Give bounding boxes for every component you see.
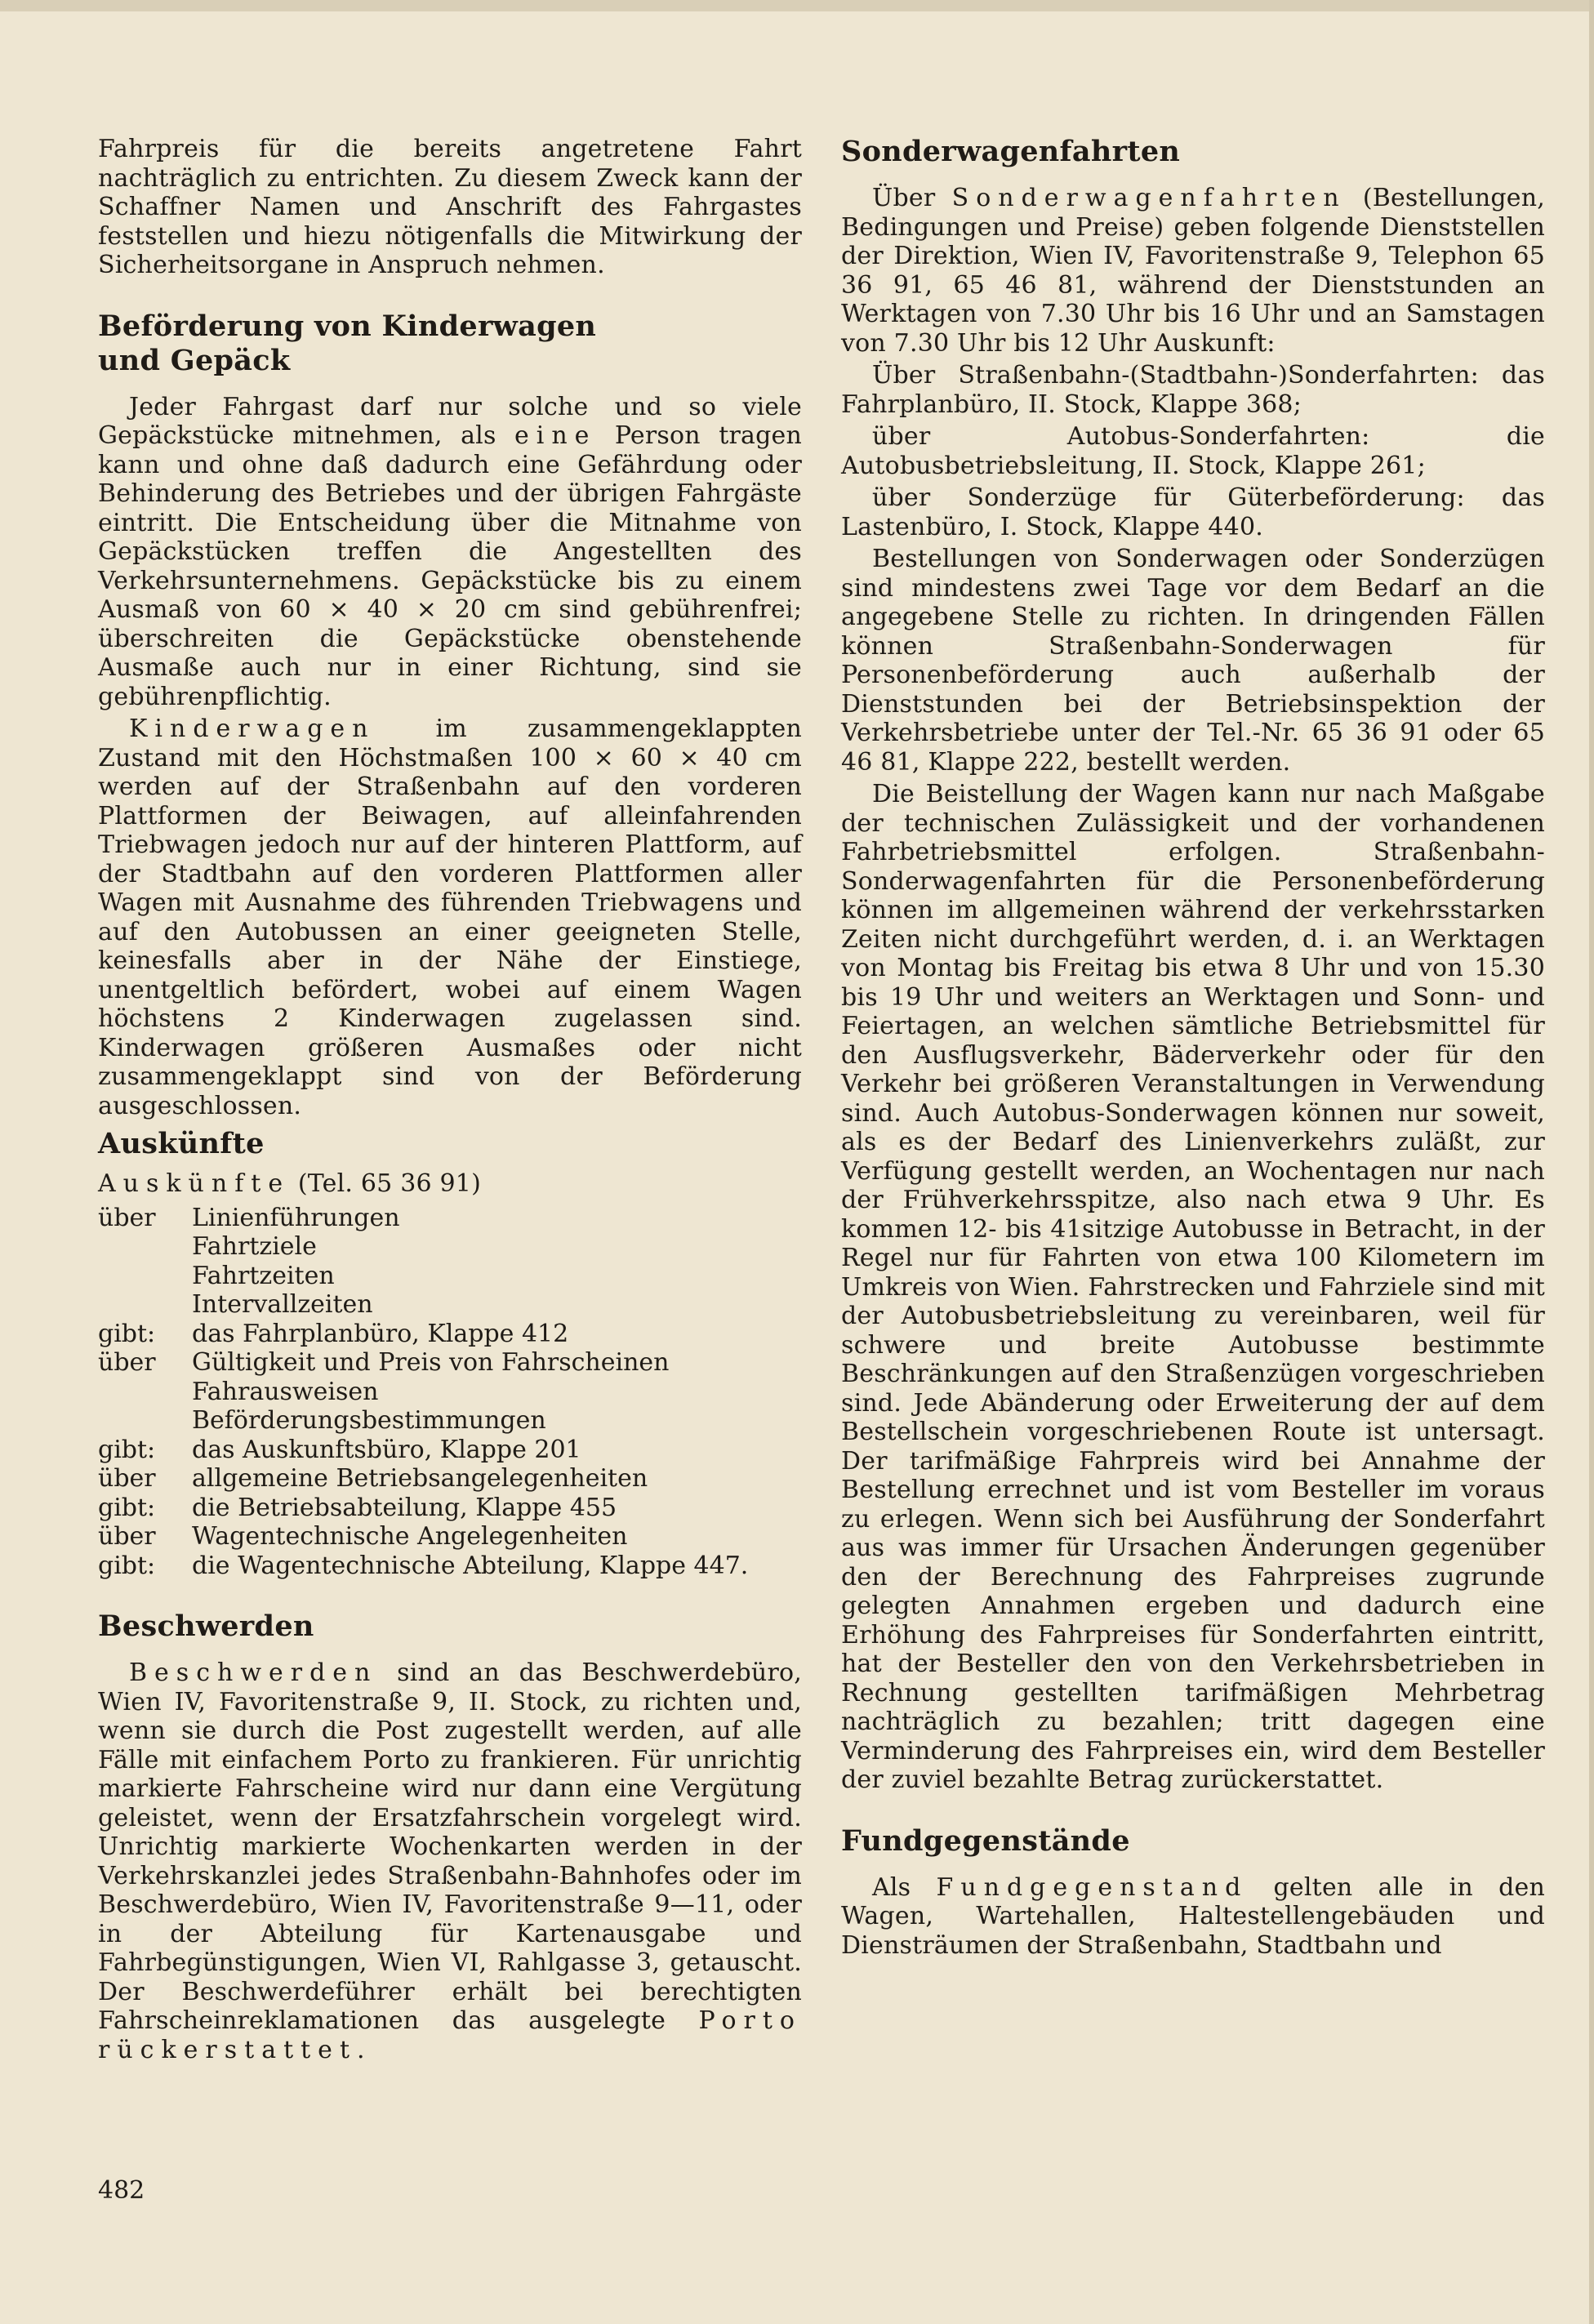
left-column	[98, 135, 802, 2068]
emphasis-text: Kinderwagen	[129, 715, 376, 743]
table-row	[98, 1232, 748, 1262]
table-row	[98, 1522, 748, 1552]
auskuenfte-table	[98, 1204, 748, 1581]
paragraph-text: sind an das Beschwerdebüro, Wien IV, Favoritenstraße 9, II. Stock, zu richten und, wenn sie durch die Post zugestellt werden, auf alle Fälle mit einfachem Porto zu frankieren. Für unrichtig markierte Fahrscheine wird nur dann eine Vergütung geleistet, wenn der Ersatzfahrschein vorgelegt wird. Unrichtig markierte Wochenkarten werden in der Verkehrskanzlei jedes Straßenbahn-Bahnhofes oder im Beschwerdebüro, Wien IV, Favoritenstraße 9—11, oder in der Abteilung für Kartenausgabe und Fahrbegünstigungen, Wien VI, Rahlgasse 3, getauscht. Der Beschwerdeführer erhält bei berechtigten Fahrscheinreklamationen das ausgelegte	[98, 1658, 802, 2035]
row-key: über	[98, 1464, 156, 1493]
row-key: über	[98, 1522, 156, 1551]
paragraph-gepaeck	[98, 393, 802, 712]
row-key: über	[98, 1203, 156, 1232]
table-row	[98, 1436, 748, 1465]
paragraph-text: Über	[872, 184, 936, 212]
table-row	[98, 1348, 748, 1378]
table-row	[98, 1262, 748, 1291]
table-row	[98, 1290, 748, 1320]
row-value: Beförderungsbestimmungen	[192, 1406, 546, 1435]
page-edge-top	[0, 0, 1594, 11]
row-key: gibt:	[98, 1435, 156, 1464]
paragraph-fundgegenstand	[841, 1873, 1545, 1961]
row-key	[98, 1378, 192, 1407]
heading-line-1: Beförderung von Kinderwagen	[98, 309, 597, 343]
row-value: Fahrtziele	[192, 1232, 317, 1261]
paragraph-text: Als	[872, 1872, 911, 1902]
emphasis-text: eine	[514, 421, 597, 450]
row-value: Wagentechnische Angelegenheiten	[192, 1522, 628, 1551]
paragraph-sonderzuege: über Sonderzüge für Güterbeförderung: das Lastenbüro, I. Stock, Klappe 440.	[841, 483, 1545, 541]
row-value: allgemeine Betriebsangelegenheiten	[192, 1464, 648, 1493]
row-value: Gültigkeit und Preis von Fahrscheinen	[192, 1348, 670, 1377]
intro-paragraph: Fahrpreis für die bereits angetretene Fahrt nachträglich zu entrichten. Zu diesem Zweck kann der Schaffner Namen und Anschrift des Fahrgastes feststellen und hiezu nötigenfalls die Mitwirkung der Sicherheitsorgane in Anspruch nehmen.	[98, 135, 802, 279]
row-key: gibt:	[98, 1319, 156, 1348]
row-key	[98, 1262, 192, 1291]
paragraph-text: gelten alle in den Wagen, Wartehallen, Haltestellengebäuden und Diensträumen der Straßenbahn, Stadtbahn und	[841, 1872, 1545, 1960]
page-edge-right	[1589, 0, 1594, 2324]
phone-text: (Tel. 65 36 91)	[297, 1169, 481, 1198]
table-row	[98, 1494, 748, 1523]
row-value: die Wagentechnische Abteilung, Klappe 447.	[192, 1551, 749, 1580]
page-number: 482	[98, 2176, 145, 2205]
emphasis-text: Fundgegenstand	[936, 1872, 1249, 1902]
table-row	[98, 1204, 748, 1233]
row-value: Fahrausweisen	[192, 1377, 379, 1406]
paragraph-text: (Bestellungen, Bedingungen und Preise) geben folgende Dienststellen der Direktion, Wien IV, Favoritenstraße 9, Telephon 65 36 91, 65 46 81, während der Dienststunden an Werktagen von 7.30 Uhr bis 16 Uhr und an Samstagen von 7.30 Uhr bis 12 Uhr Auskunft:	[841, 184, 1545, 358]
row-value: Linienführungen	[192, 1203, 400, 1232]
row-key: über	[98, 1348, 156, 1377]
paragraph-beschwerden	[98, 1658, 802, 2064]
section-heading-beschwerden: Beschwerden	[98, 1609, 314, 1643]
table-row	[98, 1464, 748, 1494]
table-row	[98, 1378, 748, 1407]
emphasis-text: Beschwerden	[129, 1658, 378, 1687]
row-value: Intervallzeiten	[192, 1290, 373, 1319]
paragraph-sonderwagen-intro	[841, 184, 1545, 358]
heading-line-2: und Gepäck	[98, 343, 291, 377]
auskuenfte-lead	[98, 1169, 802, 1199]
row-value: das Fahrplanbüro, Klappe 412	[192, 1319, 569, 1348]
paragraph-text: Person tragen kann und ohne daß dadurch eine Gefährdung oder Behinderung des Betriebes und der übrigen Fahrgäste eintritt. Die Entscheidung über die Mitnahme von Gepäckstücken treffen die Angestellten des Verkehrsunternehmens. Gepäckstücke bis zu einem Ausmaß von 60 × 40 × 20 cm sind gebührenfrei; überschreiten die Gepäckstücke obenstehende Ausmaße auch nur in einer Richtung, sind sie gebührenpflichtig.	[98, 421, 802, 711]
paragraph-kinderwagen	[98, 715, 802, 1120]
section-heading-fundgegenstaende: Fundgegenstände	[841, 1823, 1130, 1858]
section-heading-auskuenfte: Auskünfte	[98, 1127, 265, 1160]
row-key: gibt:	[98, 1551, 156, 1580]
table-row	[98, 1406, 748, 1436]
row-value: die Betriebsabteilung, Klappe 455	[192, 1493, 617, 1522]
paragraph-text: im zusammengeklappten Zustand mit den Höchstmaßen 100 × 60 × 40 cm werden auf der Straßenbahn auf den vorderen Plattformen der Beiwagen, auf alleinfahrenden Triebwagen jedoch nur auf der hinteren Plattform, auf der Stadtbahn auf den vorderen Plattformen aller Wagen mit Ausnahme des führenden Triebwagens und auf den Autobussen an einer geeigneten Stelle, keinesfalls aber in der Nähe der Einstiege, unentgeltlich befördert, wobei auf einem Wagen höchstens 2 Kinderwagen zugelassen sind. Kinderwagen größeren Ausmaßes oder nicht zusammengeklappt sind von der Beförderung ausgeschlossen.	[98, 715, 802, 1120]
row-value: das Auskunftsbüro, Klappe 201	[192, 1435, 581, 1464]
paragraph-bestellungen: Bestellungen von Sonderwagen oder Sonderzügen sind mindestens zwei Tage vor dem Bedarf an die angegebene Stelle zu richten. In dringenden Fällen können Straßenbahn-Sonderwagen für Personenbeförderung auch außerhalb der Dienststunden bei der Betriebsinspektion der Verkehrsbetriebe unter der Tel.-Nr. 65 36 91 oder 65 46 81, Klappe 222, bestellt werden.	[841, 545, 1545, 777]
row-value: Fahrtzeiten	[192, 1261, 335, 1290]
row-key	[98, 1232, 192, 1262]
emphasis-text: Porto rückerstattet.	[98, 2006, 802, 2064]
table-row	[98, 1552, 748, 1581]
paragraph-strassenbahn-sonderfahrten: Über Straßenbahn-(Stadtbahn-)Sonderfahrten: das Fahrplanbüro, II. Stock, Klappe 368;	[841, 361, 1545, 419]
row-key	[98, 1406, 192, 1436]
emphasis-text: Auskünfte	[98, 1169, 291, 1198]
section-heading-kinderwagen	[98, 309, 802, 378]
emphasis-text: Sonderwagenfahrten	[951, 184, 1347, 212]
paragraph-autobus-sonderfahrten: über Autobus-Sonderfahrten: die Autobusbetriebsleitung, II. Stock, Klappe 261;	[841, 422, 1545, 480]
section-heading-sonderwagenfahrten: Sonderwagenfahrten	[841, 135, 1181, 168]
row-key	[98, 1290, 192, 1320]
paragraph-beistellung: Die Beistellung der Wagen kann nur nach Maßgabe der technischen Zulässigkeit und der vorhandenen Fahrbetriebsmittel erfolgen. Straßenbahn-Sonderwagenfahrten für die Personenbeförderung können im allgemeinen während der verkehrsstarken Zeiten nicht durchgeführt werden, d. i. an Werktagen von Montag bis Freitag bis etwa 8 Uhr und von 15.30 bis 19 Uhr und weiters an Werktagen und Sonn- und Feiertagen, an welchen sämtliche Betriebsmittel für den Ausflugsverkehr, Bäderverkehr oder für den Verkehr bei größeren Veranstaltungen in Verwendung sind. Auch Autobus-Sonderwagen können nur soweit, als es der Bedarf des Linienverkehrs zuläßt, zur Verfügung gestellt werden, an Wochentagen nur nach der Frühverkehrsspitze, also nach etwa 9 Uhr. Es kommen 12- bis 41sitzige Autobusse in Betracht, in der Regel nur für Fahrten von etwa 100 Kilometern im Umkreis von Wien. Fahrstrecken und Fahrziele sind mit der Autobusbetriebsleitung zu vereinbaren, weil für schwere und breite Autobusse bestimmte Beschränkungen auf den Straßenzügen vorgeschrieben sind. Jede Abänderung oder Erweiterung der auf dem Bestellschein vorgeschriebenen Route ist untersagt. Der tarifmäßige Fahrpreis wird bei Annahme der Bestellung errechnet und ist vom Besteller im voraus zu erlegen. Wenn sich bei Ausführung der Sonderfahrt aus was immer für Ursachen Änderungen gegenüber den der Berechnung des Fahrpreises zugrunde gelegten Annahmen ergeben und dadurch eine Erhöhung des Fahrpreises für Sonderfahrten eintritt, hat der Besteller den von den Verkehrsbetrieben in Rechnung gestellten tarifmäßigen Mehrbetrag nachträglich zu bezahlen; tritt dagegen eine Verminderung des Fahrpreises ein, wird dem Besteller der zuviel bezahlte Betrag zurückerstattet.	[841, 780, 1545, 1794]
table-row	[98, 1320, 748, 1349]
right-column	[841, 135, 1545, 1963]
paragraph-text: Jeder Fahrgast darf nur solche und so viele Gepäckstücke mitnehmen, als	[98, 392, 802, 450]
row-key: gibt:	[98, 1493, 156, 1522]
